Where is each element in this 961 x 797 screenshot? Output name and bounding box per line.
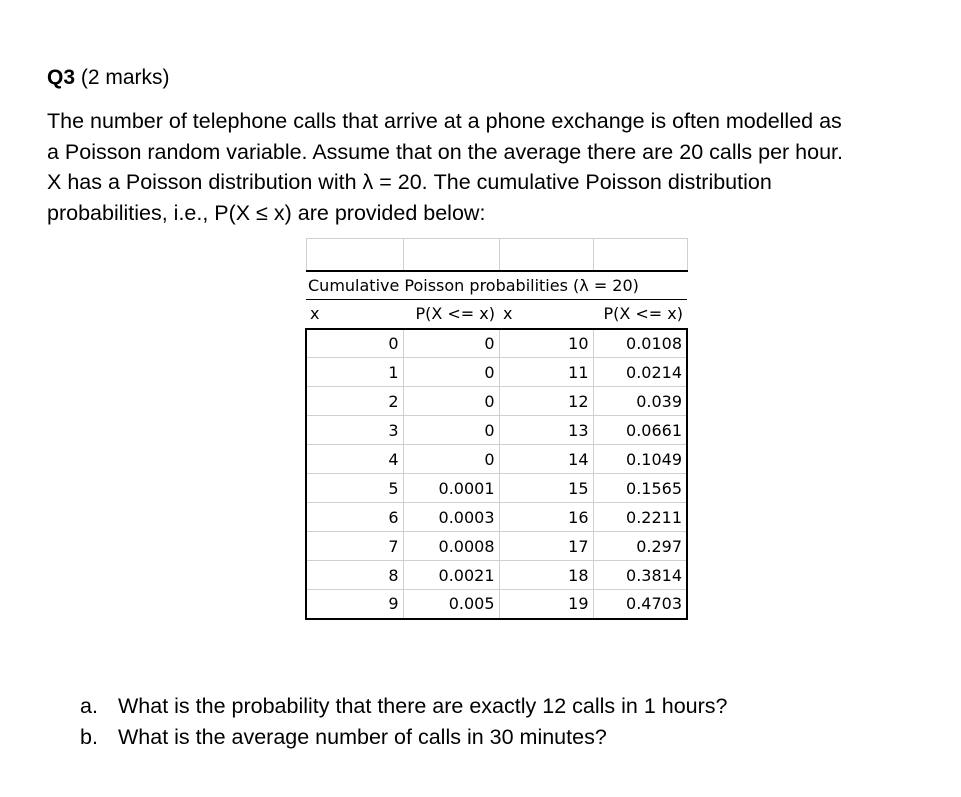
- cell-x: 14: [499, 445, 593, 474]
- cell-p: 0.0001: [403, 474, 499, 503]
- cell-p: 0.4703: [593, 590, 687, 619]
- table-title: Cumulative Poisson probabilities (λ = 20): [306, 271, 687, 300]
- cell-x: 6: [306, 503, 403, 532]
- cell-x: 9: [306, 590, 403, 619]
- cell-x: 13: [499, 416, 593, 445]
- table-row: [306, 474, 687, 503]
- cell-p: 0.039: [593, 387, 687, 416]
- cell-x: 7: [306, 532, 403, 561]
- subquestions: [80, 691, 728, 753]
- cell-p: 0.0008: [403, 532, 499, 561]
- cell-x: 1: [306, 358, 403, 387]
- cell-x: 16: [499, 503, 593, 532]
- subquestion-label: b.: [80, 725, 98, 749]
- subquestion-a: [80, 691, 728, 722]
- cell-x: 11: [499, 358, 593, 387]
- cell-p: 0.005: [403, 590, 499, 619]
- cell-p: 0.0661: [593, 416, 687, 445]
- question-heading: [47, 66, 170, 90]
- cell-x: 4: [306, 445, 403, 474]
- cell-x: 3: [306, 416, 403, 445]
- cell-p: 0.0108: [593, 329, 687, 358]
- cell-p: 0.1565: [593, 474, 687, 503]
- poisson-table: [305, 238, 688, 620]
- header-p-2: P(X <= x): [593, 300, 687, 329]
- table-header-row: [306, 300, 687, 329]
- table-row: [306, 329, 687, 358]
- question-line: X has a Poisson distribution with λ = 20. The cumulative Poisson distribution: [47, 170, 772, 194]
- question-line: probabilities, i.e., P(X ≤ x) are provided below:: [47, 200, 486, 225]
- table-row: [306, 445, 687, 474]
- cell-x: 0: [306, 329, 403, 358]
- table-row: [306, 532, 687, 561]
- question-marks: (2 marks): [80, 66, 170, 89]
- header-p-1: P(X <= x): [403, 300, 499, 329]
- cell-p: 0.0214: [593, 358, 687, 387]
- subquestion-text: What is the probability that there are exactly 12 calls in 1 hours?: [118, 694, 728, 718]
- subquestion-text: What is the average number of calls in 30 minutes?: [118, 725, 607, 749]
- cell-p: 0: [403, 358, 499, 387]
- table-row: [306, 358, 687, 387]
- question-line: The number of telephone calls that arrive at a phone exchange is often modelled as: [47, 109, 842, 133]
- cell-x: 5: [306, 474, 403, 503]
- table-row: [306, 590, 687, 619]
- cell-p: 0.1049: [593, 445, 687, 474]
- cell-p: 0: [403, 416, 499, 445]
- question-body: [47, 106, 947, 228]
- cell-p: 0: [403, 387, 499, 416]
- cell-p: 0.0003: [403, 503, 499, 532]
- question-line: a Poisson random variable. Assume that on the average there are 20 calls per hour.: [47, 139, 843, 164]
- subquestion-b: [80, 722, 728, 753]
- cell-x: 17: [499, 532, 593, 561]
- cell-p: 0.297: [593, 532, 687, 561]
- cell-x: 2: [306, 387, 403, 416]
- header-x-2: x: [499, 300, 593, 329]
- cell-x: 18: [499, 561, 593, 590]
- table-row: [306, 561, 687, 590]
- subquestion-label: a.: [80, 694, 98, 718]
- cell-x: 8: [306, 561, 403, 590]
- cell-p: 0.0021: [403, 561, 499, 590]
- cell-x: 19: [499, 590, 593, 619]
- cell-p: 0.2211: [593, 503, 687, 532]
- header-x-1: x: [306, 300, 403, 329]
- cell-x: 12: [499, 387, 593, 416]
- cell-p: 0: [403, 445, 499, 474]
- cell-x: 15: [499, 474, 593, 503]
- cell-p: 0.3814: [593, 561, 687, 590]
- table-row: [306, 387, 687, 416]
- question-number: Q3: [47, 66, 76, 89]
- table-title-row: [306, 271, 687, 300]
- cell-p: 0: [403, 329, 499, 358]
- blank-row: [306, 239, 687, 271]
- table-row: [306, 416, 687, 445]
- cell-x: 10: [499, 329, 593, 358]
- table-row: [306, 503, 687, 532]
